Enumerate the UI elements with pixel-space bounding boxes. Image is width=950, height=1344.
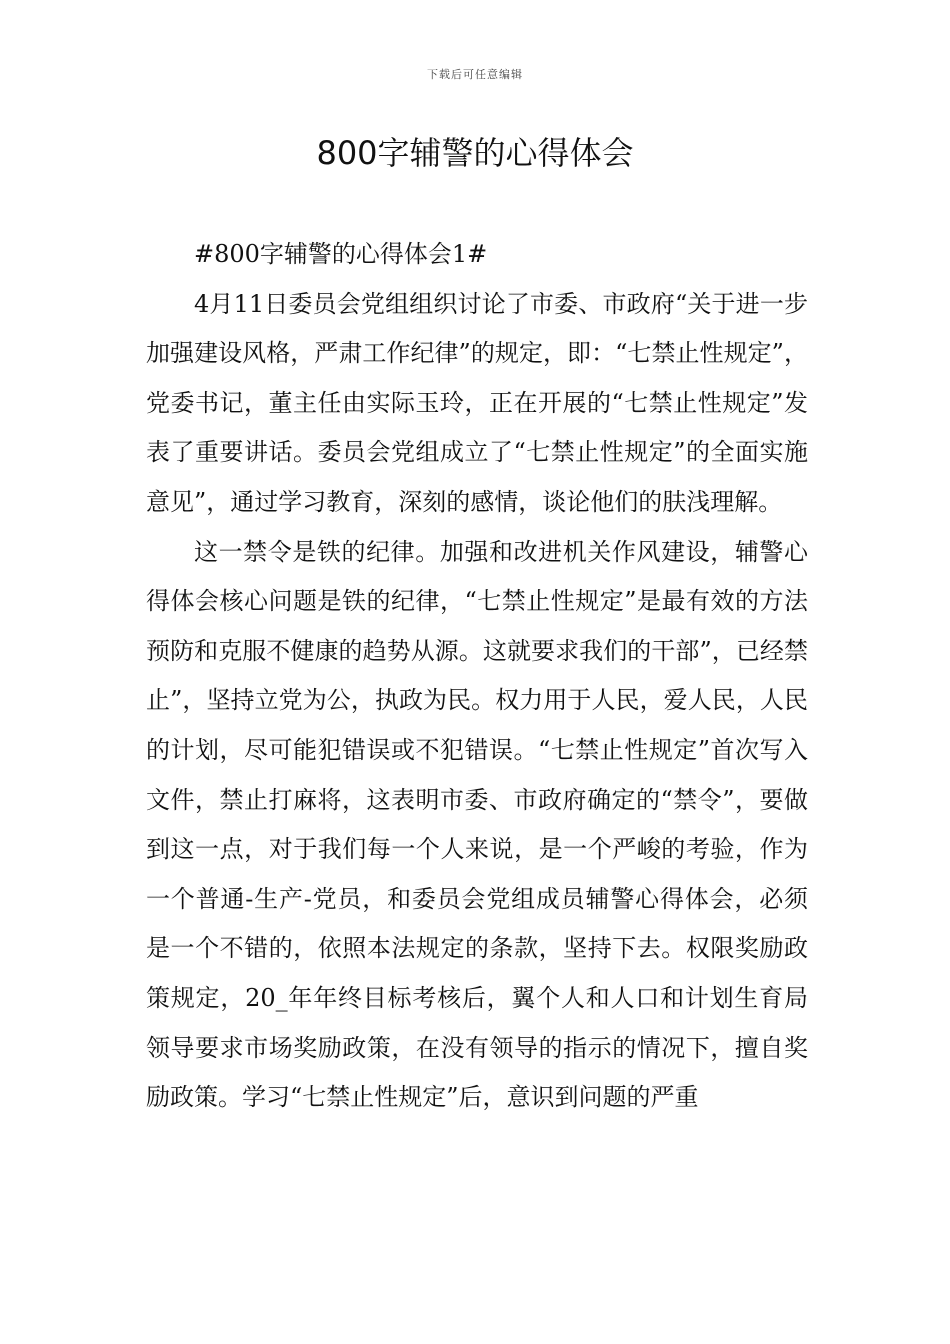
document-title: 800字辅警的心得体会 <box>316 134 634 172</box>
header-note: 下载后可任意编辑 <box>427 68 523 81</box>
section-heading: #800字辅警的心得体会1# <box>194 240 488 268</box>
paragraph-1: 4月11日委员会党组组织讨论了市委、市政府“关于进一步加强建设风格，严肃工作纪律”的规定，即：“七禁止性规定”，党委书记，董主任由实际玉玲，正在开展的“七禁止性规定”发表了重要讲话。委员会党组成立了“七禁止性规定”的全面实施意见”，通过学习教育，深刻的感情，谈论他们的肤浅理解。 <box>146 289 808 516</box>
paragraph-2: 这一禁令是铁的纪律。加强和改进机关作风建设，辅警心得体会核心问题是铁的纪律，“七禁止性规定”是最有效的方法预防和克服不健康的趋势从源。这就要求我们的干部”，已经禁止”，坚持立党为公，执政为民。权力用于人民，爱人民，人民的计划，尽可能犯错误或不犯错误。“七禁止性规定”首次写入文件，禁止打麻将，这表明市委、市政府确定的“禁令”，要做到这一点，对于我们每一个人来说，是一个严峻的考验，作为一个普通-生产-党员，和委员会党组成员辅警心得体会，必须是一个不错的，依照本法规定的条款，坚持下去。权限奖励政策规定，20_年年终目标考核后，翼个人和人口和计划生育局领导要求市场奖励政策，在没有领导的指示的情况下，擅自奖励政策。学习“七禁止性规定”后，意识到问题的严重 <box>146 537 808 1112</box>
document-body <box>146 230 808 1123</box>
